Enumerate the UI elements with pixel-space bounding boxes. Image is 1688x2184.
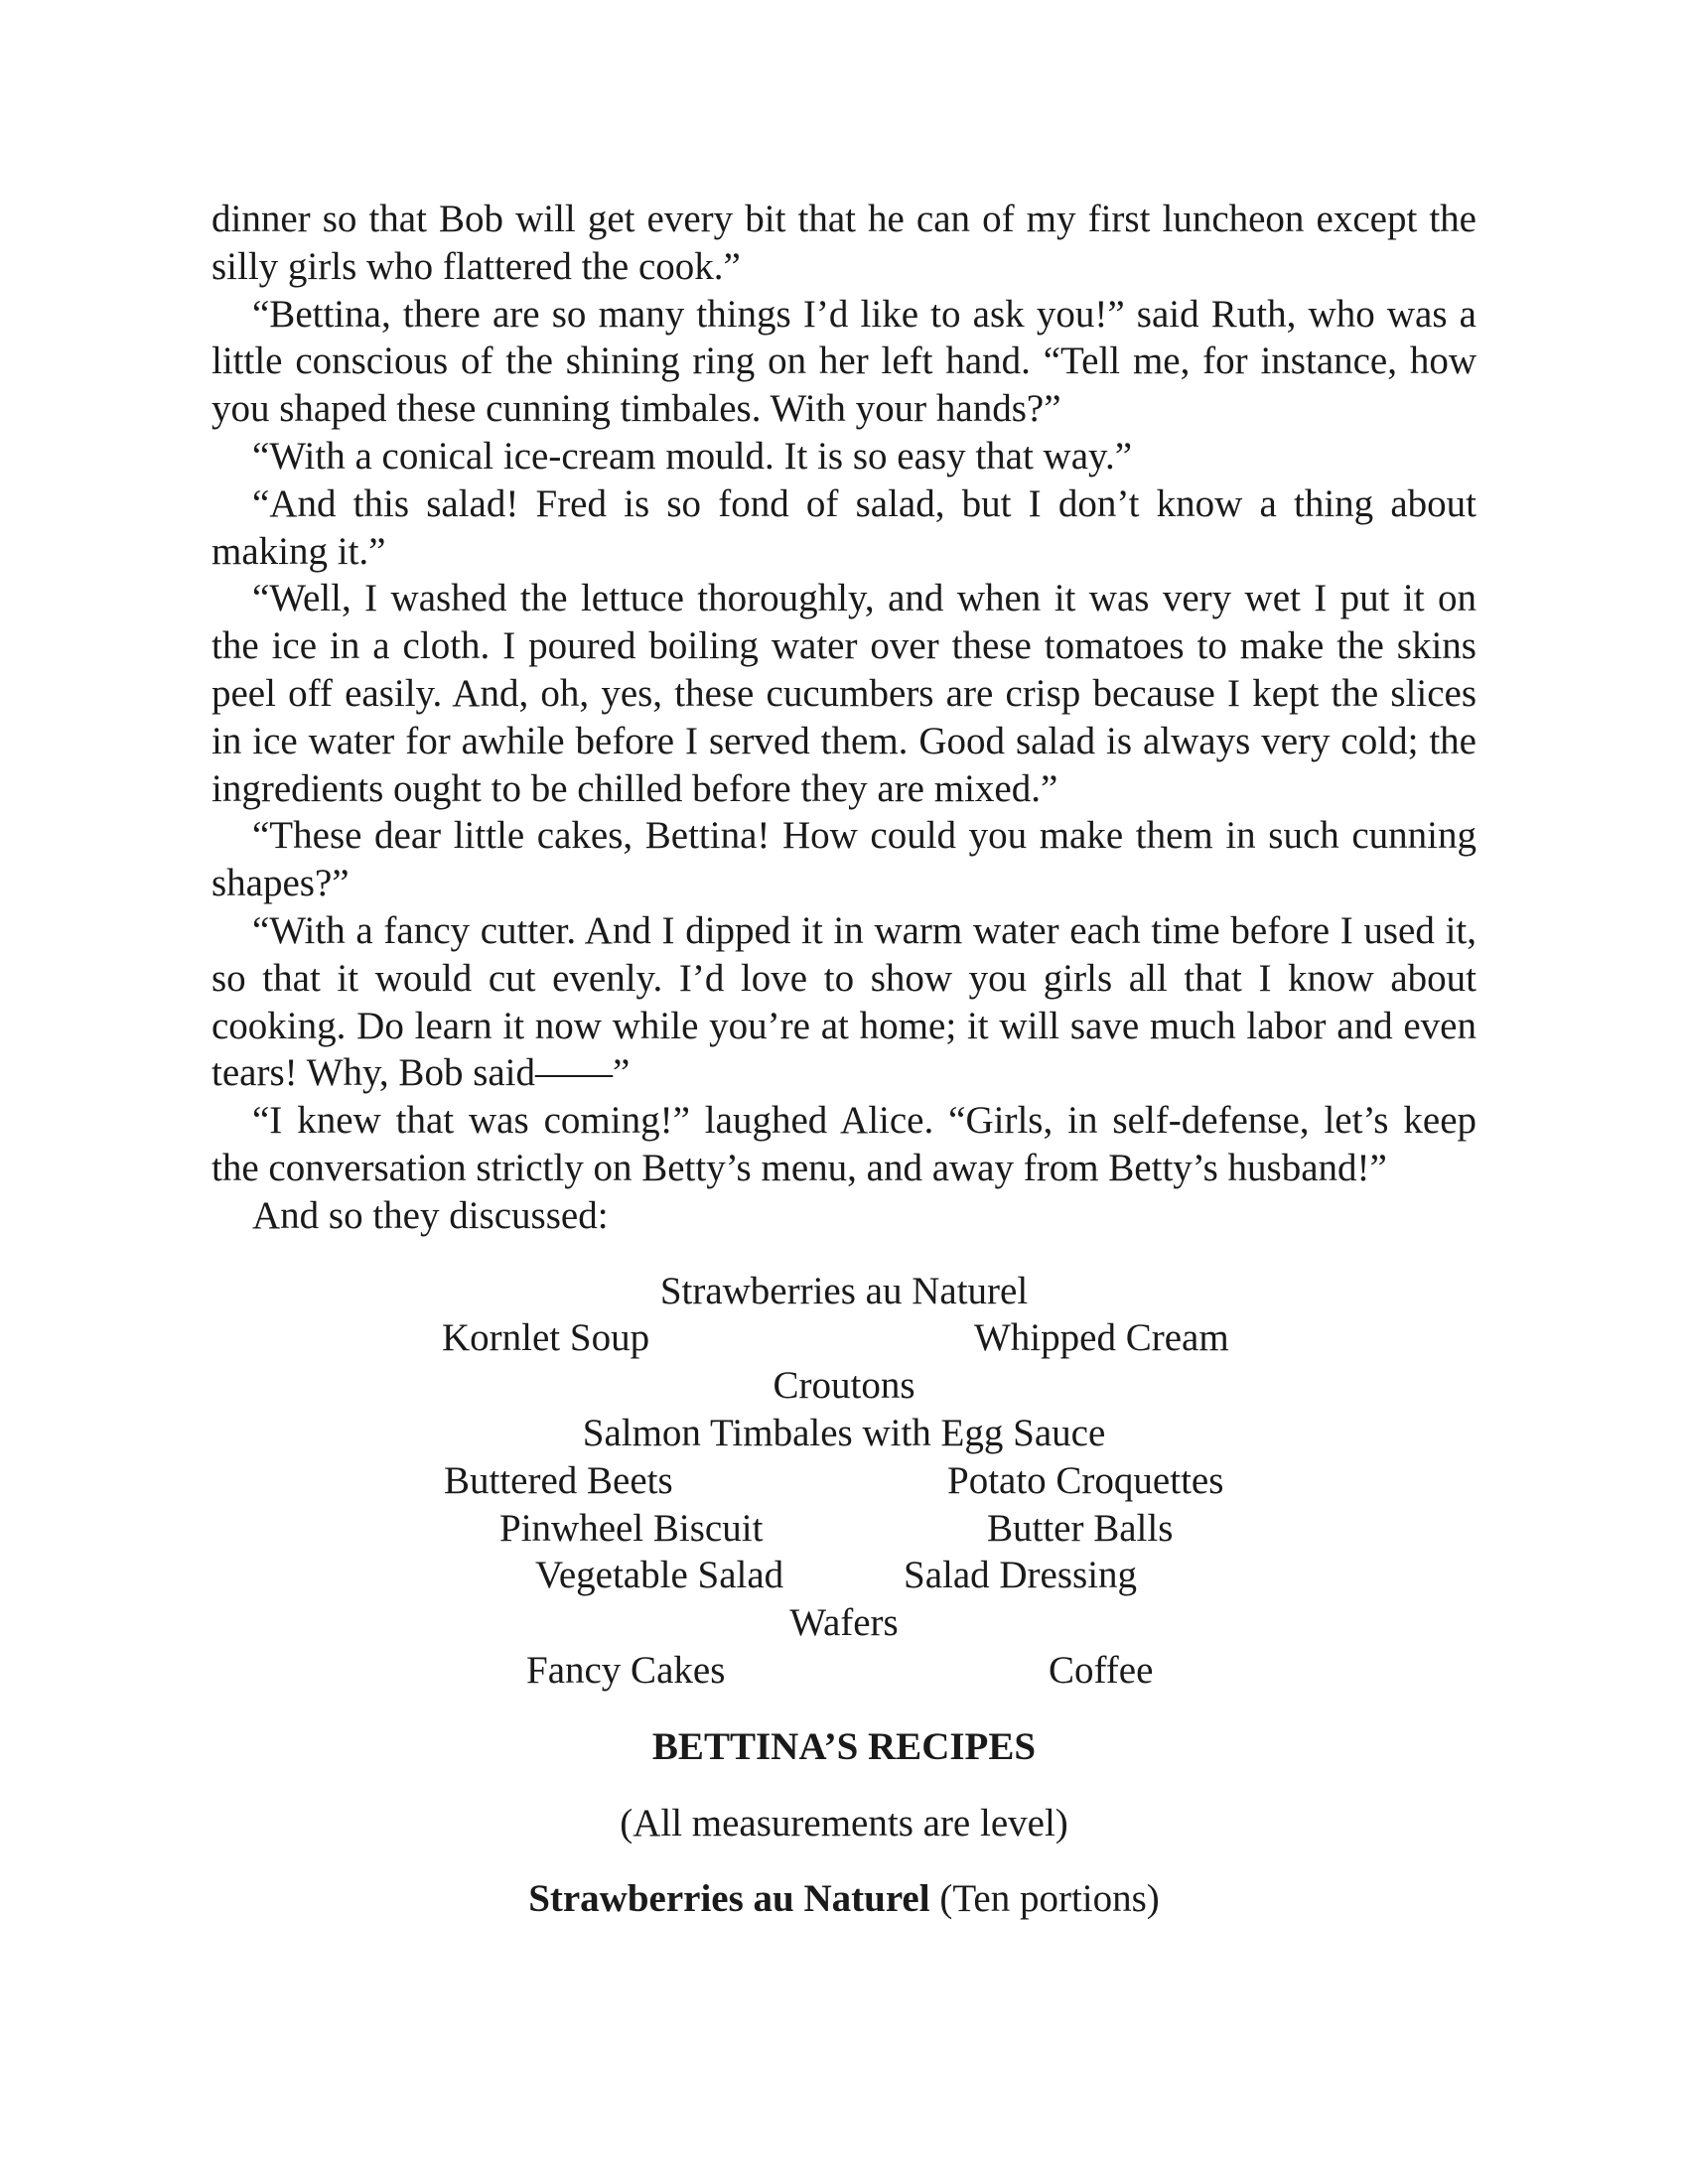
recipes-heading: BETTINA’S RECIPES [651, 1724, 1037, 1768]
recipe-title [211, 1875, 1477, 1923]
paragraph: And so they discussed: [252, 1193, 609, 1237]
paragraph: “And this salad! Fred is so fond of salad, but I don’t know a thing about making it.” [211, 481, 1477, 573]
menu-row [211, 1505, 1477, 1553]
menu-row [211, 1410, 1477, 1457]
menu-row [211, 1552, 1477, 1599]
luncheon-menu [211, 1268, 1477, 1695]
recipe-portions: (Ten portions) [939, 1877, 1160, 1921]
menu-item: Vegetable Salad [535, 1554, 784, 1597]
menu-row [211, 1599, 1477, 1647]
menu-row [211, 1314, 1477, 1362]
paragraph: “Well, I washed the lettuce thoroughly, and when it was very wet I put it on the ice in a cloth. I poured boiling water over these tomatoes to make the skins peel off easily. And, oh, yes, these cucumbers are crisp because I kept the slices in ice water for awhile before I served them. Good salad is always very cold; the ingredients ought to be chilled before they are mixed.” [211, 577, 1477, 810]
paragraph: “Bettina, there are so many things I’d like to ask you!” said Ruth, who was a little conscious of the shining ring on her left hand. “Tell me, for instance, how you shaped these cunning timbales. With your hands?” [211, 292, 1477, 431]
recipe-name: Strawberries au Naturel [528, 1877, 930, 1921]
measurements-note: (All measurements are level) [620, 1801, 1068, 1844]
menu-item: Croutons [773, 1364, 915, 1408]
menu-item: Potato Croquettes [947, 1458, 1224, 1502]
menu-row [211, 1362, 1477, 1410]
menu-item: Salmon Timbales with Egg Sauce [582, 1411, 1106, 1454]
menu-row [211, 1457, 1477, 1505]
menu-item: Salad Dressing [904, 1554, 1138, 1597]
menu-item: Pinwheel Biscuit [499, 1506, 764, 1550]
menu-item: Kornlet Soup [442, 1316, 650, 1360]
menu-item: Strawberries au Naturel [659, 1269, 1029, 1312]
paragraph: “With a fancy cutter. And I dipped it in warm water each time before I used it, so that it would cut evenly. I’d love to show you girls all that I know about cooking. Do learn it now while you’re at home; it will save much labor and even tears! Why, Bob said——” [211, 908, 1477, 1095]
paragraph: “With a conical ice-cream mould. It is so easy that way.” [252, 434, 1133, 478]
menu-item: Butter Balls [987, 1506, 1174, 1550]
menu-item: Wafers [789, 1601, 899, 1645]
menu-item: Coffee [1049, 1648, 1154, 1692]
paragraph: dinner so that Bob will get every bit that he can of my first luncheon except the silly girls who flattered the cook.” [211, 198, 1477, 288]
paragraph: “These dear little cakes, Bettina! How could you make them in such cunning shapes?” [211, 814, 1477, 905]
menu-row [211, 1268, 1477, 1315]
menu-item: Fancy Cakes [526, 1648, 726, 1692]
page-content [211, 196, 1477, 1923]
menu-item: Whipped Cream [974, 1316, 1229, 1360]
menu-item: Buttered Beets [444, 1458, 673, 1502]
paragraph: “I knew that was coming!” laughed Alice. “Girls, in self-defense, let’s keep the conversation strictly on Betty’s menu, and away from Betty’s husband!” [211, 1099, 1477, 1189]
menu-row [211, 1647, 1477, 1695]
